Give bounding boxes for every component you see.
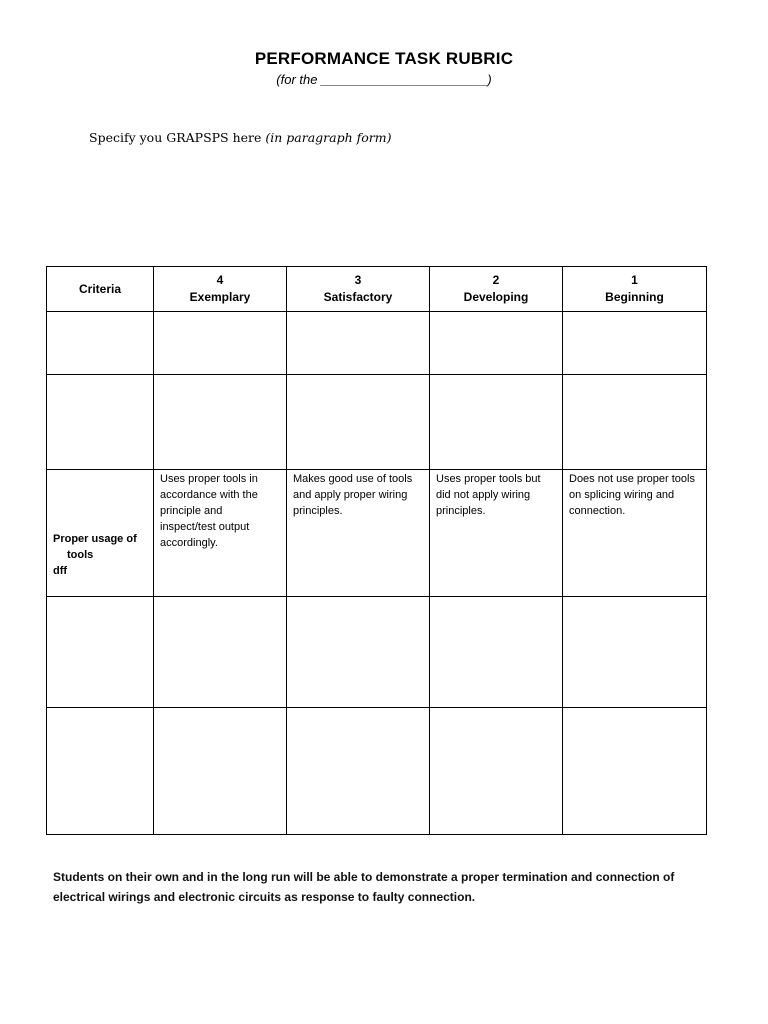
rubric-cell	[47, 375, 154, 470]
level-header-developing	[430, 267, 563, 312]
specify-text: Specify you GRAPSPS here	[89, 130, 262, 145]
level-label: Beginning	[605, 290, 664, 304]
rubric-cell	[154, 375, 287, 470]
rubric-cell	[47, 597, 154, 708]
criteria-line: dff	[53, 565, 68, 577]
criteria-line: tools	[67, 549, 94, 561]
rubric-cell	[154, 708, 287, 835]
rubric-cell	[430, 375, 563, 470]
rubric-cell	[563, 597, 707, 708]
level-header-beginning	[563, 267, 707, 312]
rubric-cell	[430, 597, 563, 708]
criteria-cell-tools	[47, 470, 154, 597]
level-label: Satisfactory	[323, 290, 393, 304]
level-header-satisfactory	[287, 267, 430, 312]
rubric-cell	[563, 708, 707, 835]
rubric-cell	[287, 375, 430, 470]
rubric-cell	[287, 312, 430, 375]
footer-statement: Students on their own and in the long run will be able to demonstrate a proper termination and connection of electrical wirings and electronic circuits as response to faulty connection.	[53, 870, 675, 904]
level-header-exemplary	[154, 267, 287, 312]
rubric-row-empty	[47, 312, 707, 375]
rubric-header-row	[47, 267, 707, 312]
rubric-cell	[154, 597, 287, 708]
rubric-cell	[287, 708, 430, 835]
rubric-cell	[430, 312, 563, 375]
level-label: Developing	[463, 290, 529, 304]
criteria-line: Proper usage of	[53, 533, 137, 545]
level-score: 4	[216, 273, 224, 287]
rubric-cell-exemplary: Uses proper tools in accordance with the principle and inspect/test output accordingly.	[154, 470, 287, 597]
rubric-cell	[287, 597, 430, 708]
rubric-cell	[47, 708, 154, 835]
specify-instruction	[89, 130, 391, 145]
level-score: 2	[492, 273, 500, 287]
rubric-row-empty	[47, 708, 707, 835]
rubric-cell	[154, 312, 287, 375]
level-score: 1	[631, 273, 638, 287]
rubric-cell	[430, 708, 563, 835]
rubric-cell	[563, 375, 707, 470]
rubric-table	[46, 266, 707, 835]
rubric-cell-satisfactory: Makes good use of tools and apply proper wiring principles.	[287, 470, 430, 597]
rubric-row-empty	[47, 375, 707, 470]
rubric-cell-developing: Uses proper tools but did not apply wiring principles.	[430, 470, 563, 597]
rubric-cell	[47, 312, 154, 375]
rubric-cell	[563, 312, 707, 375]
rubric-row-empty	[47, 597, 707, 708]
page-title: PERFORMANCE TASK RUBRIC	[254, 49, 514, 68]
rubric-cell-beginning: Does not use proper tools on splicing wiring and connection.	[563, 470, 707, 597]
criteria-header: Criteria	[47, 267, 154, 312]
level-score: 3	[354, 273, 362, 287]
rubric-row-tools	[47, 470, 707, 597]
page-subtitle: (for the _______________________)	[276, 72, 492, 87]
level-label: Exemplary	[189, 290, 251, 304]
specify-note: (in paragraph form)	[265, 130, 392, 145]
